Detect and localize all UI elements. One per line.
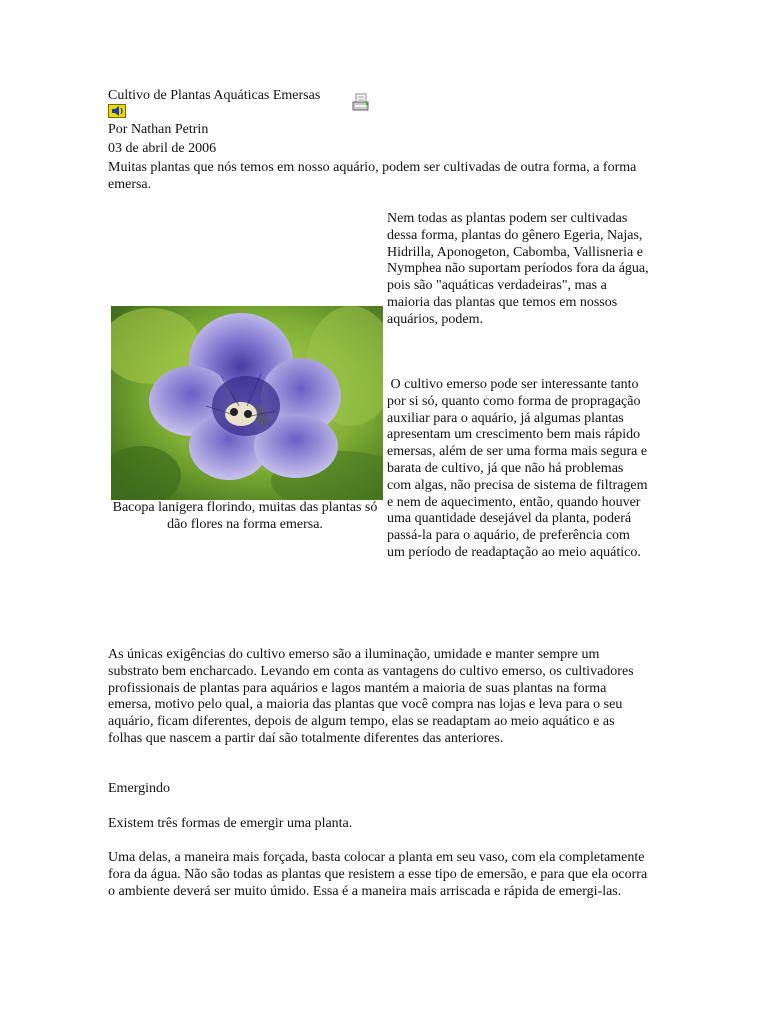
document-print-icon[interactable] (352, 93, 372, 113)
right-column-paragraph-2: O cultivo emerso pode ser interessante tanto por si só, quanto como forma de propragação auxiliar para o aquário, já algumas plantas apresentam um crescimento bem mais rápido emersas, além de ser uma forma mais segura e barata de cultivo, já que não há problemas com algas, não precisa de sistema de filtragem e nem de aquecimento, então, quando houver uma quantidade desejável da planta, poderá passá-la para o aquário, de preferência com um período de readaptação ao meio aquático. (387, 377, 651, 560)
intro-paragraph: Muitas plantas que nós temos em nosso aquário, podem ser cultivadas de outra forma, a forma emersa. (108, 160, 637, 192)
section-heading-emergindo: Emergindo (108, 781, 170, 796)
sound-speaker-icon[interactable] (108, 104, 126, 118)
body-paragraph-3: Uma delas, a maneira mais forçada, basta colocar a planta em seu vaso, com ela completamente fora da água. Não são todas as plantas que resistem a esse tipo de emersão, e para que ela ocorra o ambiente deverá ser muito úmido. Essa é a maneira mais arriscada e rápida de emergi-las. (108, 850, 648, 899)
body-paragraph-2: Existem três formas de emergir uma planta. (108, 816, 353, 831)
right-column-paragraph-1: Nem todas as plantas podem ser cultivadas dessa forma, plantas do gênero Egeria, Najas, Hidrilla, Aponogeton, Cabomba, Vallisneria e Nymphea não suportam períodos fora da água, pois são "aquáticas verdadeiras", mas a maioria das plantas que temos em nossos aquários, podem. (387, 211, 649, 327)
article-date: 03 de abril de 2006 (108, 141, 217, 156)
article-title: Cultivo de Plantas Aquáticas Emersas (108, 88, 321, 103)
flower-photo (111, 306, 383, 500)
photo-caption: Bacopa lanigera florindo, muitas das plantas só dão flores na forma emersa. (112, 500, 378, 532)
body-paragraph-1: As únicas exigências do cultivo emerso são a iluminação, umidade e manter sempre um substrato bem encharcado. Levando em conta as vantagens do cultivo emerso, os cultivadores profissionais de plantas para aquários e lagos mantém a maioria de suas plantas na forma emersa, motivo pelo qual, a maioria das plantas que você compra nas lojas e leva para o seu aquário, ficam diferentes, depois de algum tempo, elas se readaptam ao meio aquático e as folhas que nascem a partir daí são totalmente diferentes das anteriores. (108, 647, 634, 746)
article-author: Por Nathan Petrin (108, 122, 209, 137)
